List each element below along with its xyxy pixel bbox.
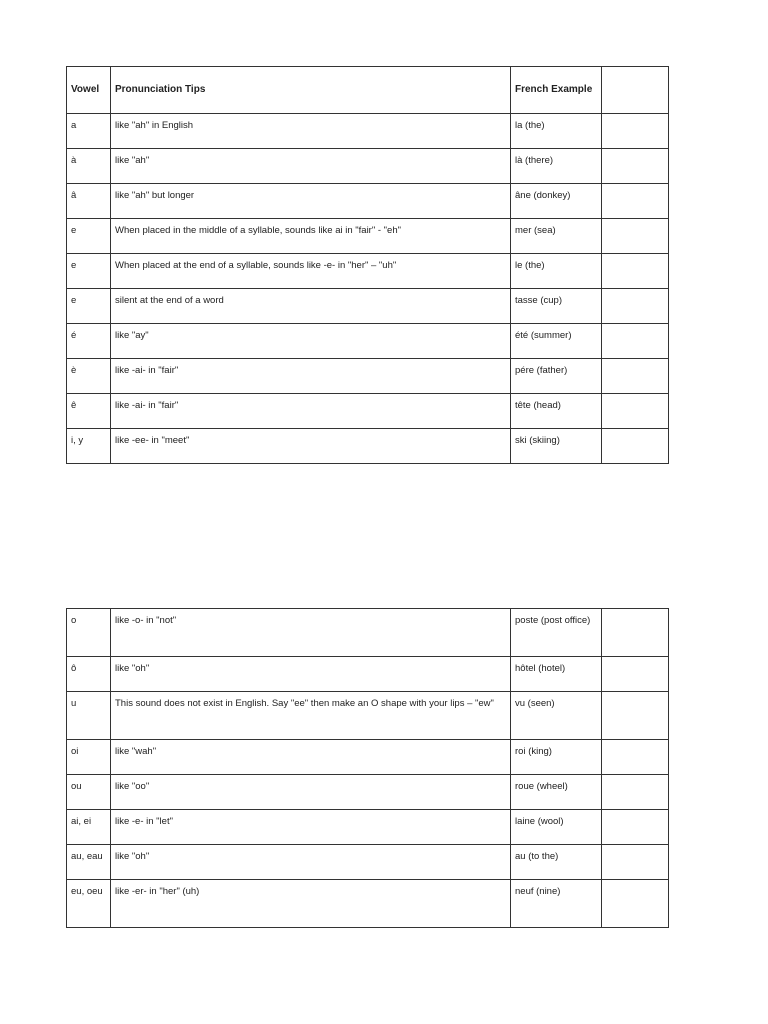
empty-cell <box>602 609 669 657</box>
vowel-cell: à <box>67 149 111 184</box>
tip-cell: like -ee- in "meet" <box>111 429 511 464</box>
example-cell: pére (father) <box>511 359 602 394</box>
example-cell: le (the) <box>511 254 602 289</box>
empty-cell <box>602 845 669 880</box>
example-cell: vu (seen) <box>511 692 602 740</box>
table-row <box>67 609 669 657</box>
example-cell: la (the) <box>511 114 602 149</box>
example-cell: laine (wool) <box>511 810 602 845</box>
example-cell: tasse (cup) <box>511 289 602 324</box>
tip-cell: like -o- in "not" <box>111 609 511 657</box>
table-row <box>67 657 669 692</box>
table-row <box>67 359 669 394</box>
tip-cell: like "wah" <box>111 740 511 775</box>
empty-cell <box>602 775 669 810</box>
empty-cell <box>602 810 669 845</box>
example-cell: roi (king) <box>511 740 602 775</box>
example-cell: ski (skiing) <box>511 429 602 464</box>
example-cell: âne (donkey) <box>511 184 602 219</box>
tip-cell: like "ah" <box>111 149 511 184</box>
vowel-cell: â <box>67 184 111 219</box>
tip-cell: When placed at the end of a syllable, sounds like -e- in "her" – "uh" <box>111 254 511 289</box>
table-row <box>67 114 669 149</box>
vowel-cell: é <box>67 324 111 359</box>
table-row <box>67 394 669 429</box>
example-cell: neuf (nine) <box>511 880 602 928</box>
tip-cell: When placed in the middle of a syllable, sounds like ai in "fair" - "eh" <box>111 219 511 254</box>
table-row <box>67 810 669 845</box>
example-cell: poste (post office) <box>511 609 602 657</box>
tip-cell: like -ai- in "fair" <box>111 394 511 429</box>
example-cell: hôtel (hotel) <box>511 657 602 692</box>
header-french-example: French Example <box>511 67 602 114</box>
table-row <box>67 692 669 740</box>
header-vowel: Vowel <box>67 67 111 114</box>
empty-cell <box>602 692 669 740</box>
table-row <box>67 184 669 219</box>
table-row <box>67 775 669 810</box>
tip-cell: like -er- in "her" (uh) <box>111 880 511 928</box>
vowel-cell: ê <box>67 394 111 429</box>
tip-cell: like -e- in "let" <box>111 810 511 845</box>
empty-cell <box>602 880 669 928</box>
table-row <box>67 845 669 880</box>
vowel-cell: ô <box>67 657 111 692</box>
table-row <box>67 324 669 359</box>
tip-cell: like "ah" in English <box>111 114 511 149</box>
empty-cell <box>602 149 669 184</box>
vowel-cell: u <box>67 692 111 740</box>
example-cell: là (there) <box>511 149 602 184</box>
table-row <box>67 289 669 324</box>
empty-cell <box>602 114 669 149</box>
vowel-cell: i, y <box>67 429 111 464</box>
table-row <box>67 740 669 775</box>
example-cell: au (to the) <box>511 845 602 880</box>
vowel-cell: è <box>67 359 111 394</box>
tip-cell: like "oh" <box>111 657 511 692</box>
tip-cell: like -ai- in "fair" <box>111 359 511 394</box>
empty-cell <box>602 219 669 254</box>
example-cell: tête (head) <box>511 394 602 429</box>
empty-cell <box>602 394 669 429</box>
vowel-cell: ou <box>67 775 111 810</box>
tip-cell: like "ah" but longer <box>111 184 511 219</box>
table-header-row <box>67 67 669 114</box>
header-pronunciation-tips: Pronunciation Tips <box>111 67 511 114</box>
table-row <box>67 149 669 184</box>
example-cell: roue (wheel) <box>511 775 602 810</box>
empty-cell <box>602 740 669 775</box>
empty-cell <box>602 429 669 464</box>
vowel-cell: o <box>67 609 111 657</box>
tip-cell: like "oo" <box>111 775 511 810</box>
tip-cell: like "oh" <box>111 845 511 880</box>
vowel-table-2 <box>66 608 669 928</box>
vowel-cell: e <box>67 219 111 254</box>
vowel-cell: e <box>67 254 111 289</box>
example-cell: mer (sea) <box>511 219 602 254</box>
vowel-cell: ai, ei <box>67 810 111 845</box>
table-row <box>67 880 669 928</box>
tip-cell: like "ay" <box>111 324 511 359</box>
header-empty <box>602 67 669 114</box>
empty-cell <box>602 359 669 394</box>
empty-cell <box>602 657 669 692</box>
empty-cell <box>602 254 669 289</box>
vowel-cell: a <box>67 114 111 149</box>
empty-cell <box>602 289 669 324</box>
empty-cell <box>602 324 669 359</box>
vowel-cell: e <box>67 289 111 324</box>
tip-cell: silent at the end of a word <box>111 289 511 324</box>
tip-cell: This sound does not exist in English. Say "ee" then make an O shape with your lips – "ew" <box>111 692 511 740</box>
vowel-table-1 <box>66 66 669 464</box>
table-row <box>67 219 669 254</box>
table-row <box>67 254 669 289</box>
vowel-cell: au, eau <box>67 845 111 880</box>
vowel-cell: oi <box>67 740 111 775</box>
vowel-cell: eu, oeu <box>67 880 111 928</box>
table-row <box>67 429 669 464</box>
empty-cell <box>602 184 669 219</box>
example-cell: été (summer) <box>511 324 602 359</box>
